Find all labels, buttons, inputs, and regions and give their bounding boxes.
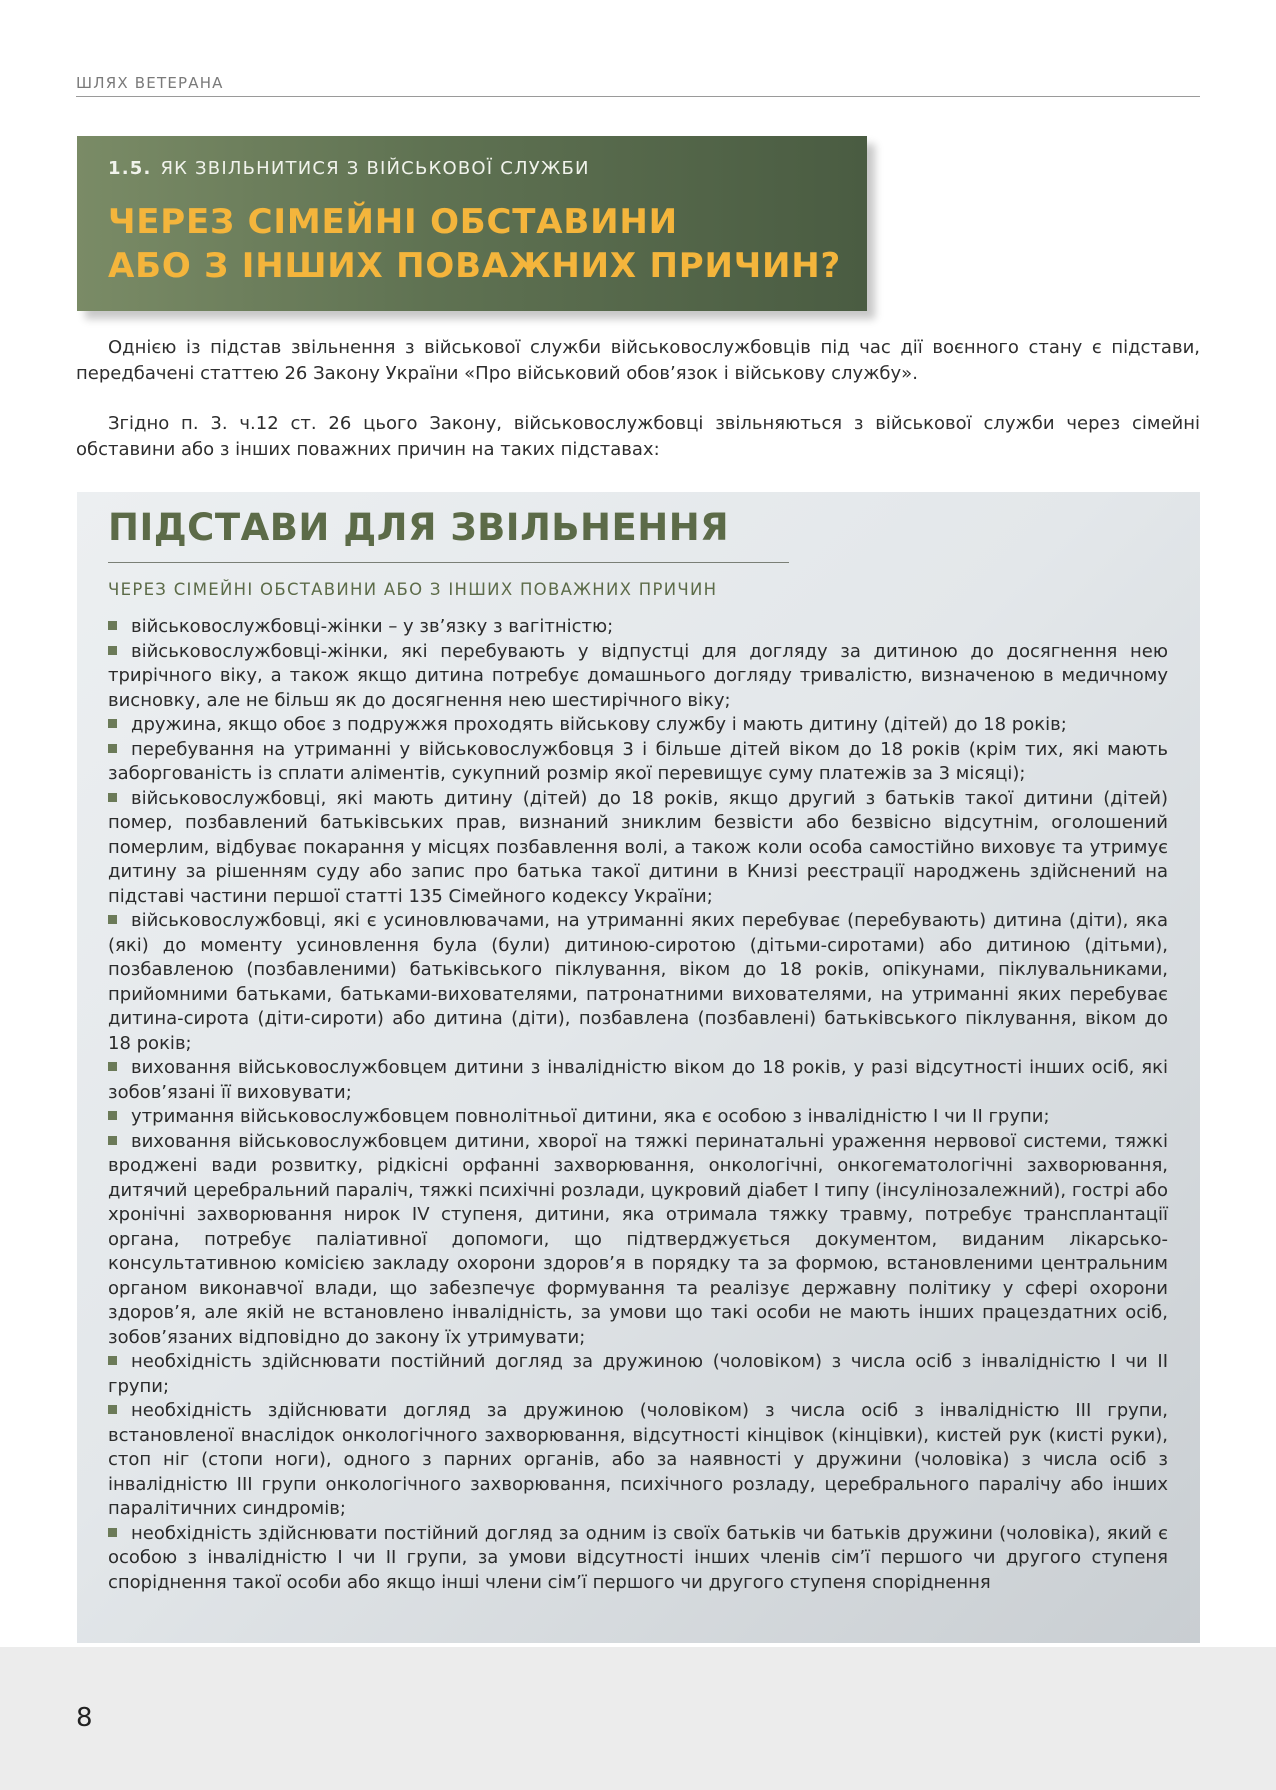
list-item-text: перебування на утриманні у військовослужбовця 3 і більше дітей віком до 18 років (крім тих, які мають заборгованість із сплати аліментів, сукупний розмір якої перевищує суму платежів за 3 місяці); <box>108 738 1168 784</box>
list-item-text: військовослужбовці, які мають дитину (дітей) до 18 років, якщо другий з батьків такої дитини (дітей) помер, позбавлений батьківських прав, визнаний зниклим безвісти або безвісно відсутнім, оголошений померлим, відбуває покарання у місцях позбавлення волі, а також коли особа самостійно виховує та утримує дитину за рішенням суду або запис про батька такої дитини в Книзі реєстрації народжень здійснений на підставі частини першої статті 135 Сімейного кодексу України; <box>108 787 1168 907</box>
list-item-text: необхідність здійснювати постійний догляд за одним із своїх батьків чи батьків дружини (чоловіка), який є особою з інвалідністю I чи II групи, за умови відсутності інших членів сім’ї першого чи другого ступеня споріднення такої особи або якщо інші члени сім’ї першого чи другого ступеня споріднення <box>108 1522 1168 1593</box>
section-label-text: ЯК ЗВІЛЬНИТИСЯ З ВІЙСЬКОВОЇ СЛУЖБИ <box>160 158 590 179</box>
section-label <box>108 158 590 179</box>
list-item-text: військовослужбовці-жінки, які перебувають у відпустці для догляду за дитиною до досягнення нею трирічного віку, а також якщо дитина потребує домашнього догляду тривалістю, визначеною в медичному висновку, але не більш як до досягнення нею шестирічного віку; <box>108 640 1168 711</box>
list-item-text: виховання військовослужбовцем дитини, хворої на тяжкі перинатальні ураження нервової системи, тяжкі вроджені вади розвитку, рідкісні орфанні захворювання, онкологічні, онкогематологічні захворювання, дитячий церебральний параліч, тяжкі психічні розлади, цукровий діабет I типу (інсулінозалежний), гострі або хронічні захворювання нирок IV ступеня, дитини, яка отримала тяжку травму, потребує трансплантації органа, потребує паліативної допомоги, що підтверджується документом, виданим лікарсько-консультативною комісією закладу охорони здоров’я в порядку та за формою, встановленими центральним органом виконавчої влади, що забезпечує формування та реалізує державну політику у сфері охорони здоров’я, але якій не встановлено інвалідність, за умови що такі особи не мають інших працездатних осіб, зобов’язаних відповідно до закону їх утримувати; <box>108 1130 1168 1348</box>
page-number: 8 <box>76 1703 93 1733</box>
grounds-panel <box>77 492 1200 1643</box>
list-item-text: необхідність здійснювати догляд за дружиною (чоловіком) з числа осіб з інвалідністю III групи, встановленої внаслідок онкологічного захворювання, відсутності кінцівок (кінцівки), кистей рук (кисті руки), стоп ніг (стопи ноги), одного з парних органів, або за наявності у дружини (чоловіка) з числа осіб з інвалідністю III групи онкологічного захворювання, психічного розладу, церебрального паралічу або інших паралітичних синдромів; <box>108 1400 1168 1519</box>
section-title <box>108 200 841 288</box>
bullet-square-icon <box>108 1136 117 1145</box>
list-item-text: дружина, якщо обоє з подружжя проходять військову службу і мають дитину (дітей) до 18 років; <box>131 714 1067 735</box>
bullet-square-icon <box>108 1405 117 1414</box>
list-item <box>108 1399 1168 1522</box>
bullet-square-icon <box>108 1356 117 1365</box>
list-item <box>108 909 1168 1056</box>
list-item <box>108 1105 1168 1130</box>
bullet-square-icon <box>108 1062 117 1071</box>
panel-rule <box>108 562 789 563</box>
section-title-line2: АБО З ІНШИХ ПОВАЖНИХ ПРИЧИН? <box>108 246 842 286</box>
list-item <box>108 640 1168 714</box>
panel-title: ПІДСТАВИ ДЛЯ ЗВІЛЬНЕННЯ <box>108 506 730 549</box>
list-item-text: необхідність здійснювати постійний догляд за дружиною (чоловіком) з числа осіб з інвалідністю I чи II групи; <box>108 1351 1168 1397</box>
intro-paragraph-1: Однією із підстав звільнення з військової служби військовослужбовців під час дії воєнного стану є підстави, передбачені статтею 26 Закону України «Про військовий обов’язок і військову службу». <box>76 337 1200 384</box>
list-item-text: військовослужбовці-жінки – у зв’язку з вагітністю; <box>131 616 614 637</box>
bullet-square-icon <box>108 1111 117 1120</box>
bullet-square-icon <box>108 621 117 630</box>
section-title-line1: ЧЕРЕЗ СІМЕЙНІ ОБСТАВИНИ <box>108 202 678 242</box>
list-item-text: військовослужбовці, які є усиновлювачами, на утриманні яких перебуває (перебувають) дитина (діти), яка (які) до моменту усиновлення була (були) дитиною-сиротою (дітьми-сиротами) або дитиною (дітьми), позбавленою (позбавленими) батьківського піклування, віком до 18 років, опікунами, піклувальниками, прийомними батьками, батьками-вихователями, патронатними вихователями, на утриманні яких перебуває дитина-сирота (діти-сироти) або дитина (діти), позбавлена (позбавлені) батьківського піклування, віком до 18 років; <box>108 910 1168 1054</box>
list-item-text: виховання військовослужбовцем дитини з інвалідністю віком до 18 років, у разі відсутності інших осіб, які зобов’язані її виховувати; <box>108 1057 1168 1103</box>
bullet-square-icon <box>108 719 117 728</box>
intro-paragraph-2: Згідно п. 3. ч.12 ст. 26 цього Закону, військовослужбовці звільняються з військової служби через сімейні обставини або з інших поважних причин на таких підставах: <box>76 413 1200 460</box>
bullet-square-icon <box>108 646 117 655</box>
bullet-square-icon <box>108 915 117 924</box>
list-item <box>108 787 1168 910</box>
list-item <box>108 713 1168 738</box>
list-item <box>108 1522 1168 1596</box>
list-item <box>108 615 1168 640</box>
bullet-square-icon <box>108 744 117 753</box>
list-item-text: утримання військовослужбовцем повнолітньої дитини, яка є особою з інвалідністю I чи II групи; <box>131 1106 1050 1127</box>
list-item <box>108 1130 1168 1351</box>
list-item <box>108 1056 1168 1105</box>
section-title-block <box>77 136 867 311</box>
footer-band <box>0 1647 1276 1790</box>
grounds-list <box>108 615 1168 1595</box>
list-item <box>108 738 1168 787</box>
list-item <box>108 1350 1168 1399</box>
panel-subtitle: ЧЕРЕЗ СІМЕЙНІ ОБСТАВИНИ АБО З ІНШИХ ПОВАЖНИХ ПРИЧИН <box>108 580 718 599</box>
bullet-square-icon <box>108 793 117 802</box>
bullet-square-icon <box>108 1528 117 1537</box>
running-header: ШЛЯХ ВЕТЕРАНА <box>76 74 224 92</box>
header-rule <box>76 96 1200 97</box>
section-number: 1.5. <box>108 158 152 179</box>
